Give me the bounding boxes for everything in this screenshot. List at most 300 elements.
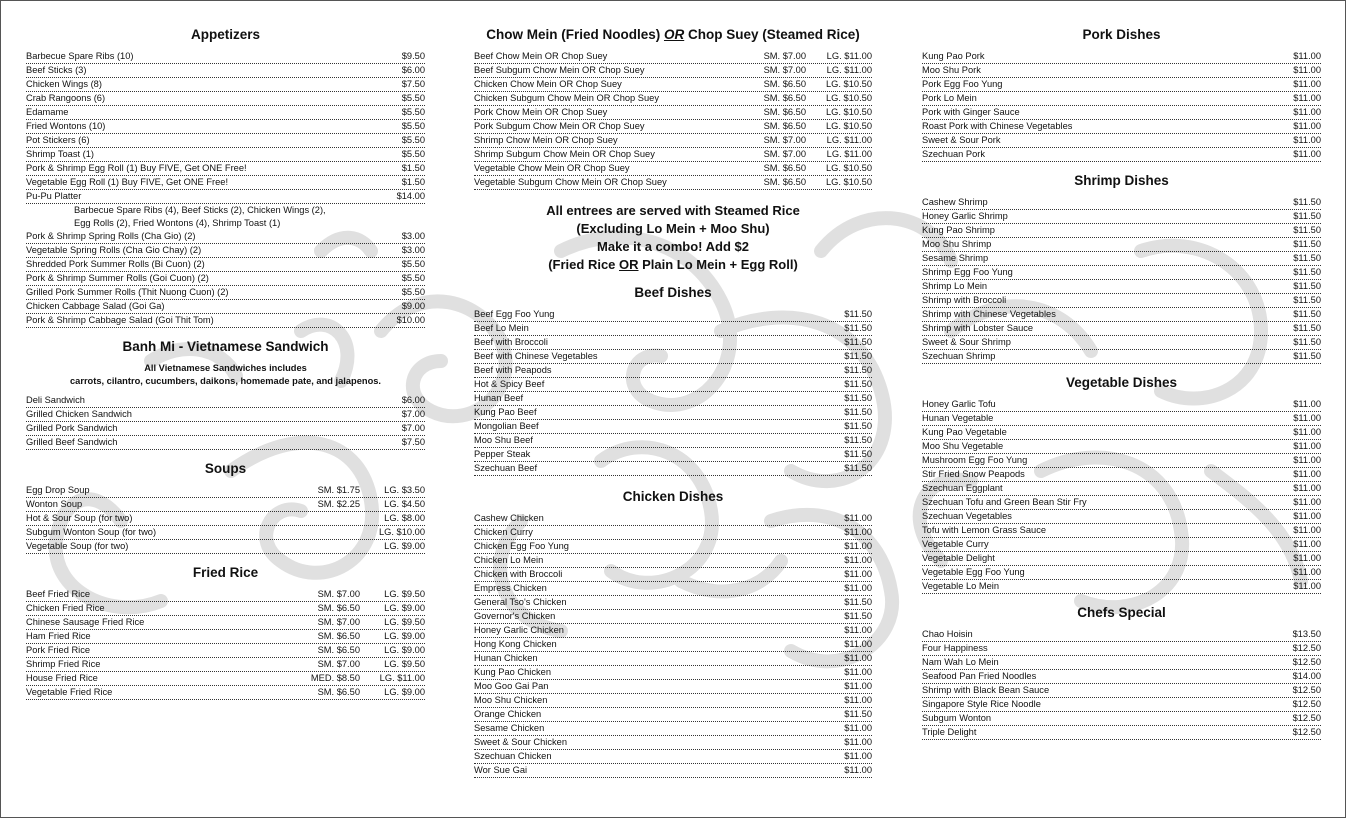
menu-item [922,294,1321,308]
menu-item [922,92,1321,106]
menu-item [474,350,872,364]
menu-item-price: $11.50 [1293,281,1321,291]
pork-title: Pork Dishes [1082,27,1161,42]
menu-item [26,78,425,92]
menu-item [922,684,1321,698]
menu-item-price: $12.50 [1292,713,1321,723]
banhmi-note-line-1: All Vietnamese Sandwiches includes [144,363,307,373]
menu-item [26,602,425,616]
menu-item [922,252,1321,266]
menu-item-price: $6.00 [401,395,425,405]
menu-item-price: $12.50 [1292,685,1321,695]
menu-item [26,630,425,644]
chow-mein-title-part-1: Chow Mein (Fried Noodles) [486,27,664,42]
menu-item-price: $11.50 [844,421,872,431]
menu-item [922,426,1321,440]
menu-item-price: $11.00 [1293,107,1321,117]
menu-item [922,78,1321,92]
menu-item-large-price: LG. $11.00 [826,149,872,159]
menu-item [474,708,872,722]
menu-item-price: $5.50 [401,107,425,117]
menu-item [922,134,1321,148]
menu-item-small-price: SM. $7.00 [317,589,360,599]
menu-item [26,230,425,244]
menu-item-name: Kung Pao Chicken [474,667,552,677]
menu-item [922,726,1321,740]
menu-item [922,266,1321,280]
menu-item-name: Vegetable Egg Foo Yung [922,567,1025,577]
menu-item-price: $5.50 [401,93,425,103]
menu-item [26,408,425,422]
menu-item [474,92,872,106]
menu-item-name: Pork Subgum Chow Mein OR Chop Suey [474,121,645,131]
pork-section [922,26,1321,162]
menu-item-price: $11.50 [1293,309,1321,319]
menu-item-small-price: SM. $6.50 [317,631,360,641]
menu-item-name: Szechuan Pork [922,149,986,159]
menu-item-name: Kung Pao Vegetable [922,427,1007,437]
right-column [922,26,1321,750]
menu-item-name: Shrimp Subgum Chow Mein OR Chop Suey [474,149,655,159]
menu-item-name: Hunan Chicken [474,653,538,663]
menu-item-name: Mongolian Beef [474,421,539,431]
entree-notice [474,202,872,274]
menu-item [922,628,1321,642]
menu-item-price: $5.50 [401,287,425,297]
menu-item-name: Pork Lo Mein [922,93,977,103]
menu-item-name: Hong Kong Chicken [474,639,557,649]
menu-item [474,680,872,694]
notice-line-2: (Excluding Lo Mein + Moo Shu) [576,221,770,236]
menu-item-name: House Fried Rice [26,673,98,683]
menu-item-price: $11.50 [844,709,872,719]
menu-item-name: Chicken Cabbage Salad (Goi Ga) [26,301,165,311]
pupu-description-line-1: Barbecue Spare Ribs (4), Beef Sticks (2), Chicken Wings (2), [74,205,326,215]
menu-item [26,162,425,176]
menu-item [26,616,425,630]
chow-mein-title-part-2: Chop Suey (Steamed Rice) [684,27,860,42]
menu-item [26,300,425,314]
beef-title: Beef Dishes [634,285,712,300]
menu-item [922,238,1321,252]
chow-mein-list [474,50,872,190]
menu-item [26,106,425,120]
menu-item-name: Shrimp with Chinese Vegetables [922,309,1056,319]
menu-item-name: Chicken Wings (8) [26,79,102,89]
appetizers-list-2 [26,230,425,328]
menu-item-name: Szechuan Beef [474,463,538,473]
menu-item [26,526,425,540]
menu-item [26,422,425,436]
menu-item [922,322,1321,336]
menu-item [922,224,1321,238]
menu-item-price: $7.00 [401,409,425,419]
menu-item-name: Hot & Spicy Beef [474,379,545,389]
menu-item-name: Shrimp Egg Foo Yung [922,267,1013,277]
notice-line-4-or: OR [619,257,639,272]
chefs-special-list [922,628,1321,740]
menu-item [474,540,872,554]
menu-item-name: Beef Egg Foo Yung [474,309,555,319]
menu-item-price: $11.00 [844,681,872,691]
menu-item-small-price: SM. $6.50 [763,121,806,131]
appetizers-section [26,26,425,328]
menu-item-large-price: LG. $11.00 [826,65,872,75]
menu-item-name: Wor Sue Gai [474,765,528,775]
menu-item [474,722,872,736]
menu-item-name: Pork & Shrimp Egg Roll (1) Buy FIVE, Get ONE Free! [26,163,247,173]
menu-item-price: $11.00 [1293,483,1321,493]
menu-item-price: $11.50 [844,463,872,473]
menu-item [474,554,872,568]
chicken-list [474,512,872,778]
menu-item [474,582,872,596]
menu-item-name: Shrimp with Black Bean Sauce [922,685,1050,695]
menu-item-price: $12.50 [1292,657,1321,667]
menu-item-name: Vegetable Subgum Chow Mein OR Chop Suey [474,177,667,187]
menu-item-name: Vegetable Chow Mein OR Chop Suey [474,163,630,173]
menu-item-small-price: SM. $7.00 [763,65,806,75]
menu-item-large-price: LG. $9.00 [384,603,425,613]
menu-item [26,314,425,328]
menu-item-name: Shredded Pork Summer Rolls (Bi Cuon) (2) [26,259,205,269]
fried-rice-list [26,588,425,700]
chow-mein-title [474,26,872,44]
menu-item-large-price: LG. $9.50 [384,617,425,627]
banhmi-note-line-2: carrots, cilantro, cucumbers, daikons, homemade pate, and jalapenos. [69,376,382,386]
menu-item-name: Vegetable Lo Mein [922,581,1000,591]
menu-item-small-price: SM. $7.00 [763,135,806,145]
menu-item-name: Orange Chicken [474,709,542,719]
menu-item-price: $11.00 [1293,93,1321,103]
menu-item-price: $11.00 [844,653,872,663]
menu-item [474,106,872,120]
menu-item [26,498,425,512]
menu-item-price: $11.00 [1293,399,1321,409]
pupu-description-line-2: Egg Rolls (2), Fried Wontons (4), Shrimp Toast (1) [74,218,281,228]
menu-item-name: Sweet & Sour Pork [922,135,1001,145]
menu-item-price: $7.50 [401,79,425,89]
menu-item [26,120,425,134]
menu-item [474,406,872,420]
menu-item-name: Chicken Curry [474,527,533,537]
menu-item-price: $11.50 [844,379,872,389]
menu-item-small-price: SM. $1.75 [317,485,360,495]
menu-item-price: $11.00 [1293,553,1321,563]
menu-item [474,434,872,448]
menu-item-price: $11.00 [844,541,872,551]
menu-item [922,106,1321,120]
chicken-title: Chicken Dishes [622,489,724,504]
menu-item-name: Hot & Sour Soup (for two) [26,513,133,523]
menu-item-name: Four Happiness [922,643,988,653]
menu-item [474,694,872,708]
menu-item-price: $9.00 [401,301,425,311]
banhmi-section [26,338,425,450]
menu-item [474,134,872,148]
menu-item-name: Sesame Chicken [474,723,545,733]
menu-item-price: $7.00 [401,423,425,433]
menu-item-name: Nam Wah Lo Mein [922,657,999,667]
menu-item [922,538,1321,552]
menu-item-small-price: SM. $6.50 [763,177,806,187]
menu-item [922,280,1321,294]
vegetable-section [922,374,1321,594]
menu-item [474,378,872,392]
menu-item [26,540,425,554]
menu-item [922,64,1321,78]
soups-title: Soups [204,461,247,476]
menu-item [26,588,425,602]
menu-item [474,308,872,322]
menu-item [474,420,872,434]
menu-item-price: $11.00 [1293,441,1321,451]
menu-item-name: Honey Garlic Chicken [474,625,564,635]
menu-item [922,50,1321,64]
vegetable-title: Vegetable Dishes [1065,375,1178,390]
menu-item-name: Barbecue Spare Ribs (10) [26,51,134,61]
menu-item-price: $11.00 [1293,469,1321,479]
banhmi-title: Banh Mi - Vietnamese Sandwich [122,339,329,354]
notice-line-4-part-2: Plain Lo Mein + Egg Roll) [638,257,798,272]
menu-item-name: Chinese Sausage Fried Rice [26,617,145,627]
menu-item-name: Beef with Broccoli [474,337,548,347]
menu-item-price: $11.00 [844,667,872,677]
menu-item-price: $11.50 [844,407,872,417]
menu-item [26,148,425,162]
menu-item-price: $11.00 [844,639,872,649]
menu-item-price: $11.00 [844,527,872,537]
menu-item-name: Crab Rangoons (6) [26,93,106,103]
menu-item [474,120,872,134]
menu-item [26,64,425,78]
menu-item-large-price: LG. $9.00 [384,645,425,655]
menu-item-price: $5.50 [401,273,425,283]
menu-item-name: Empress Chicken [474,583,547,593]
menu-item-name: Beef with Peapods [474,365,552,375]
menu-item-name: Hunan Vegetable [922,413,994,423]
menu-item-name: Pork with Ginger Sauce [922,107,1020,117]
menu-item-large-price: LG. $10.50 [825,177,872,187]
menu-item-price: $11.00 [1293,581,1321,591]
menu-item-name: Mushroom Egg Foo Yung [922,455,1028,465]
menu-item-price: $11.00 [1293,413,1321,423]
menu-item-large-price: LG. $10.00 [378,527,425,537]
menu-item-name: Wonton Soup [26,499,83,509]
menu-item-small-price: SM. $7.00 [763,51,806,61]
menu-item [922,120,1321,134]
menu-item-price: $11.00 [844,583,872,593]
menu-item [922,552,1321,566]
menu-item-small-price: SM. $6.50 [763,107,806,117]
menu-item [922,336,1321,350]
menu-item-name: Honey Garlic Tofu [922,399,996,409]
menu-item-name: Seafood Pan Fried Noodles [922,671,1037,681]
menu-item-price: $11.50 [1293,323,1321,333]
menu-item-name: Subgum Wonton Soup (for two) [26,527,157,537]
menu-item [922,698,1321,712]
menu-item-price: $11.50 [1293,197,1321,207]
menu-item-name: Shrimp with Lobster Sauce [922,323,1034,333]
menu-item [474,336,872,350]
menu-item-price: $11.00 [844,765,872,775]
menu-item-large-price: LG. $9.50 [384,589,425,599]
menu-item-small-price: SM. $7.00 [317,617,360,627]
menu-item-price: $11.50 [844,611,872,621]
menu-item-large-price: LG. $9.00 [384,631,425,641]
menu-item-name: Subgum Wonton [922,713,992,723]
menu-item [474,462,872,476]
menu-item-large-price: LG. $10.50 [825,107,872,117]
menu-item-name: Kung Pao Pork [922,51,985,61]
menu-item-price: $11.00 [1293,65,1321,75]
menu-item-price: $11.50 [1293,295,1321,305]
menu-item-price: $11.50 [844,351,872,361]
menu-item-name: Shrimp Chow Mein OR Chop Suey [474,135,618,145]
shrimp-list [922,196,1321,364]
menu-item-name: Cashew Shrimp [922,197,988,207]
menu-item-price: $11.50 [844,393,872,403]
menu-item-price: $12.50 [1292,727,1321,737]
menu-item-price: $11.00 [844,513,872,523]
menu-item-small-price: SM. $6.50 [317,645,360,655]
menu-item-large-price: LG. $10.50 [825,163,872,173]
menu-item-name: Singapore Style Rice Noodle [922,699,1041,709]
menu-item-name: Beef Sticks (3) [26,65,87,75]
menu-item-name: Grilled Beef Sandwich [26,437,118,447]
menu-item [474,162,872,176]
menu-item-name: Vegetable Curry [922,539,989,549]
menu-item-name: Beef Chow Mein OR Chop Suey [474,51,608,61]
menu-item-price: $9.50 [401,51,425,61]
menu-item-name: Moo Goo Gai Pan [474,681,549,691]
menu-item-price: $5.50 [401,121,425,131]
menu-item-price: $11.00 [1293,149,1321,159]
menu-item-name: Sweet & Sour Shrimp [922,337,1011,347]
menu-item-large-price: LG. $10.50 [825,121,872,131]
beef-section [474,284,872,476]
left-column [26,26,425,710]
menu-item-name: Szechuan Chicken [474,751,552,761]
menu-item-price: $11.00 [1293,135,1321,145]
menu-item-price: $11.50 [844,365,872,375]
menu-item-small-price: SM. $6.50 [763,93,806,103]
menu-item [922,412,1321,426]
menu-item-large-price: LG. $4.50 [384,499,425,509]
menu-item [26,286,425,300]
menu-item [922,580,1321,594]
menu-item-name: Sesame Shrimp [922,253,989,263]
menu-item [922,440,1321,454]
menu-item-price: $14.00 [396,191,425,201]
menu-item-name: Triple Delight [922,727,977,737]
menu-item-small-price: MED. $8.50 [310,673,360,683]
menu-item [922,524,1321,538]
menu-item-name: Honey Garlic Shrimp [922,211,1008,221]
menu-item [474,64,872,78]
menu-item-name: Moo Shu Beef [474,435,533,445]
notice-line-3: Make it a combo! Add $2 [597,239,749,254]
menu-item-small-price: SM. $6.50 [317,603,360,613]
menu-item-price: $10.00 [396,315,425,325]
menu-item [922,468,1321,482]
menu-item-price: $1.50 [401,163,425,173]
menu-item-name: Pork Chow Mein OR Chop Suey [474,107,608,117]
menu-item-price: $11.00 [1293,455,1321,465]
menu-item-name: Sweet & Sour Chicken [474,737,568,747]
menu-item-name: Chicken Chow Mein OR Chop Suey [474,79,622,89]
menu-item-price: $3.00 [401,245,425,255]
menu-item-price: $11.50 [844,337,872,347]
menu-item-price: $1.50 [401,177,425,187]
menu-item [26,436,425,450]
menu-item-name: Stir Fried Snow Peapods [922,469,1025,479]
menu-item [922,308,1321,322]
menu-item-price: $11.00 [844,723,872,733]
menu-item [474,50,872,64]
menu-item-price: $11.50 [844,323,872,333]
soups-section [26,460,425,554]
menu-item-name: Pork & Shrimp Cabbage Salad (Goi Thit Tom) [26,315,214,325]
menu-item-name: Shrimp Toast (1) [26,149,95,159]
menu-item [922,566,1321,580]
menu-item-name: Beef with Chinese Vegetables [474,351,598,361]
menu-item [922,148,1321,162]
menu-item-large-price: LG. $9.00 [384,687,425,697]
menu-item-name: Tofu with Lemon Grass Sauce [922,525,1047,535]
menu-item [474,568,872,582]
menu-item-price: $11.00 [1293,51,1321,61]
menu-item-name: Pepper Steak [474,449,531,459]
menu-item [922,712,1321,726]
chow-mein-section [474,26,872,190]
menu-item-name: Kung Pao Shrimp [922,225,995,235]
menu-item-name: Szechuan Vegetables [922,511,1012,521]
menu-item-price: $12.50 [1292,643,1321,653]
menu-item-price: $5.50 [401,135,425,145]
menu-item-price: $11.50 [1293,351,1321,361]
menu-item [922,670,1321,684]
middle-column [474,26,872,788]
menu-item [26,92,425,106]
menu-item [474,526,872,540]
menu-item-large-price: LG. $11.00 [826,135,872,145]
menu-item [474,78,872,92]
menu-item [922,196,1321,210]
menu-item-price: $11.50 [844,597,872,607]
menu-item [474,764,872,778]
chicken-section [474,488,872,778]
menu-item-name: Pork & Shrimp Summer Rolls (Goi Cuon) (2) [26,273,209,283]
menu-item-name: Ham Fried Rice [26,631,91,641]
menu-item-price: $7.50 [401,437,425,447]
menu-item-name: Vegetable Soup (for two) [26,541,129,551]
menu-item-name: Moo Shu Shrimp [922,239,992,249]
menu-item [922,510,1321,524]
menu-item [26,484,425,498]
menu-item-name: Fried Wontons (10) [26,121,106,131]
menu-item-name: Deli Sandwich [26,395,85,405]
menu-item [474,652,872,666]
menu-item-price: $11.50 [844,435,872,445]
menu-item [26,134,425,148]
menu-item-name: Moo Shu Vegetable [922,441,1004,451]
menu-item [474,176,872,190]
menu-item-price: $11.00 [844,695,872,705]
shrimp-section [922,172,1321,364]
menu-item-price: $11.50 [1293,267,1321,277]
menu-item [26,190,425,204]
